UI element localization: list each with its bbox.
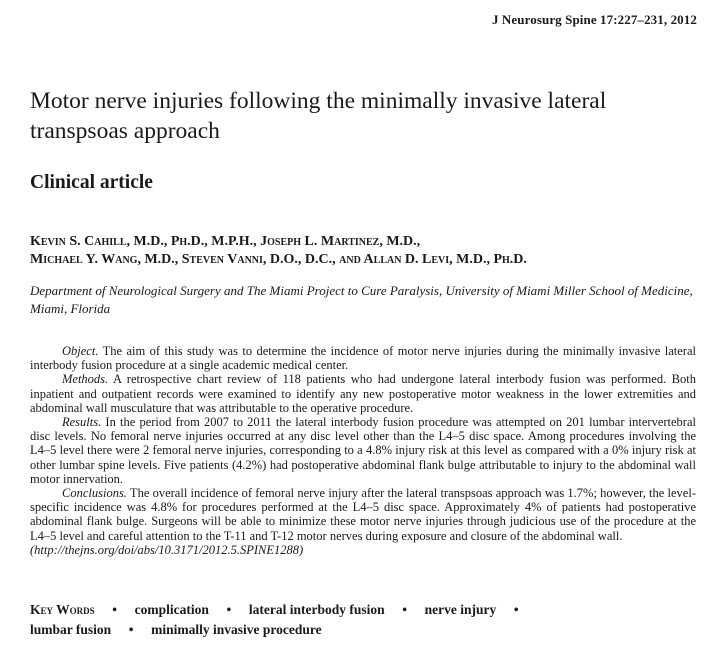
affiliation: Department of Neurological Surgery and The Miami Project to Cure Paralysis, University of Miami Miller School of Medicine, Miami, Florida — [30, 283, 693, 316]
abstract-conclusions-label: Conclusions. — [62, 486, 127, 501]
abstract — [30, 344, 696, 557]
abstract-object-label: Object. — [62, 344, 99, 358]
abstract-methods-text: A retrospective chart review of 118 patients who had undergone lateral interbody fusion was performed. Both inpatient and outpatient records were examined to identify any new postoperative motor weakness in the lower extremities and abdominal wall musculature that was attributable to the operative procedure. — [30, 372, 696, 415]
abstract-results-text: In the period from 2007 to 2011 the lateral interbody fusion procedure was attempted on 201 lumbar intervertebral disc levels. No femoral nerve injuries occurred at any disc level other than the L4–5 disc space. Among procedures involving the L4–5 level there were 2 femoral nerve injuries, corresponding to a 4.8% injury risk at this level as compared with a 0% injury risk at other lumbar spine levels. Five patients (4.2%) had postoperative abdominal flank bulge attributable to injury to the abdominal wall motor innervation. — [30, 415, 696, 486]
keyword-item: nerve injury — [424, 602, 497, 617]
abstract-object-text: The aim of this study was to determine the incidence of motor nerve injuries during the minimally invasive lateral interbody fusion procedure at a single academic medical center. — [30, 344, 696, 373]
keyword-separator: • — [513, 602, 519, 617]
keyword-separator: • — [112, 602, 117, 617]
author-list — [30, 233, 720, 269]
keyword-item: lateral interbody fusion — [248, 602, 385, 617]
keywords-label: Key Words — [30, 602, 95, 617]
abstract-results — [30, 415, 696, 486]
author-line-2: Michael Y. Wang, M.D., Steven Vanni, D.O., D.C., and Allan D. Levi, M.D., Ph.D. — [30, 252, 527, 267]
abstract-conclusions-text: The overall incidence of femoral nerve injury after the lateral transpsoas approach was 1.7%; however, the level-specific incidence was 4.8% for procedures performed at the L4–5 disc space. Approximately 4% of patients had postoperative abdominal flank bulge. Surgeons will be able to minimize these motor nerve injuries through judicious use of the procedure at the L4–5 level and careful attention to the T-11 and T-12 motor nerves during exposure and closure of the abdominal wall. — [30, 486, 696, 543]
abstract-results-label: Results. — [62, 415, 102, 430]
keywords-block — [30, 600, 710, 640]
abstract-methods — [30, 372, 696, 415]
journal-citation: J Neurosurg Spine 17:227–231, 2012 — [491, 12, 697, 27]
article-title: Motor nerve injuries following the minimally invasive lateral transpsoas approach — [30, 88, 607, 144]
abstract-methods-label: Methods. — [62, 372, 109, 387]
article-type: Clinical article — [30, 172, 153, 193]
keyword-separator: • — [402, 602, 408, 617]
abstract-object — [30, 344, 696, 372]
keyword-separator: • — [128, 622, 134, 637]
doi-link[interactable]: (http://thejns.org/doi/abs/10.3171/2012.5.SPINE1288) — [30, 542, 304, 557]
keyword-item: complication — [134, 602, 209, 617]
keyword-separator: • — [226, 602, 232, 617]
abstract-conclusions — [30, 486, 696, 543]
keyword-item: lumbar fusion — [30, 622, 112, 637]
keyword-item: minimally invasive procedure — [151, 622, 322, 637]
author-line-1: Kevin S. Cahill, M.D., Ph.D., M.P.H., Joseph L. Martinez, M.D., — [30, 234, 421, 249]
